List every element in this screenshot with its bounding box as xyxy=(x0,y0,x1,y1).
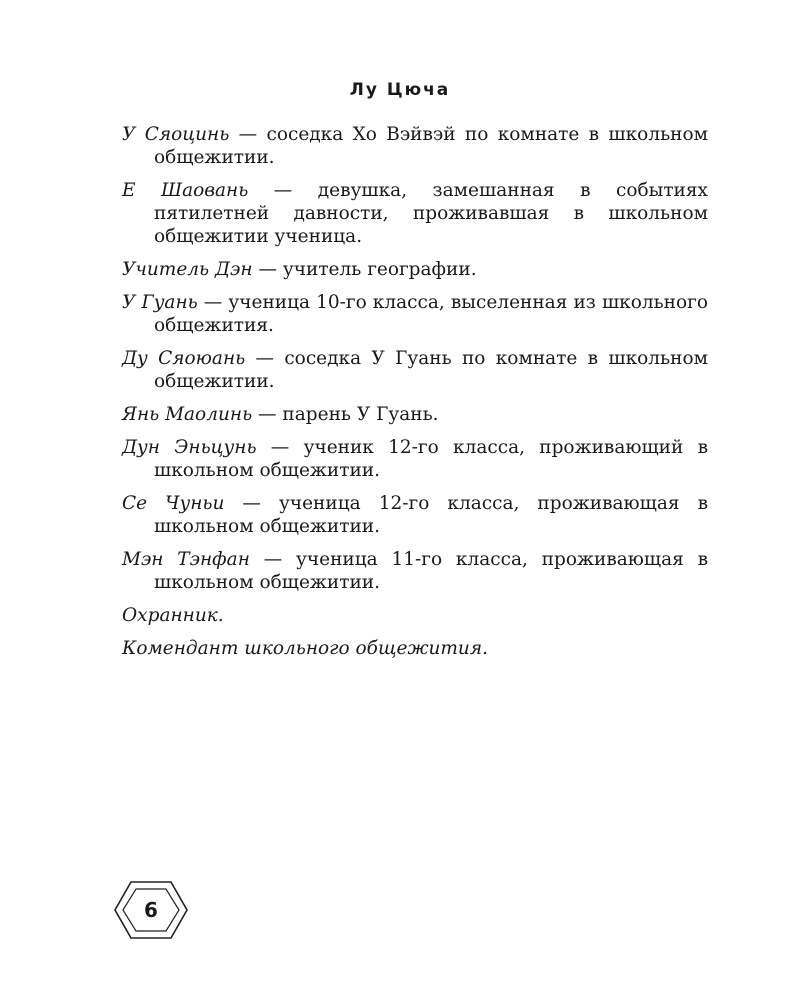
character-description: — ученица 10-го класса, выселенная из школьного общежития. xyxy=(154,292,708,336)
character-entry xyxy=(122,637,708,660)
character-name: Учитель Дэн xyxy=(122,259,253,280)
character-name: У Сяоцинь xyxy=(122,124,230,145)
character-name: У Гуань xyxy=(122,292,198,313)
character-name: Ду Сяоюань xyxy=(122,348,246,369)
character-name: Е Шаовань xyxy=(122,180,249,201)
character-name: Охранник. xyxy=(122,605,224,626)
running-head-author: Лу Цюча xyxy=(349,80,451,100)
character-entry xyxy=(122,258,708,281)
character-name: Янь Маолинь xyxy=(122,404,253,425)
character-name: Дун Эньцунь xyxy=(122,437,257,458)
character-entry xyxy=(122,403,708,426)
character-name: Се Чуньи xyxy=(122,493,225,514)
character-description: — соседка У Гуань по комнате в школьном общежитии. xyxy=(154,348,708,392)
character-name: Мэн Тэнфан xyxy=(122,549,250,570)
character-entry xyxy=(122,492,708,538)
character-entry xyxy=(122,548,708,594)
character-entry xyxy=(122,347,708,393)
character-description: — девушка, замешанная в событиях пятилетней давности, проживавшая в школьном общежитии ученица. xyxy=(154,180,708,247)
character-name: Комендант школьного общежития. xyxy=(122,638,488,659)
character-description: — ученица 12-го класса, проживающая в школьном общежитии. xyxy=(154,493,709,537)
character-list xyxy=(122,123,708,670)
character-entry xyxy=(122,604,708,627)
character-description: — парень У Гуань. xyxy=(252,404,439,425)
character-description: — учитель географии. xyxy=(252,259,477,280)
character-entry xyxy=(122,436,708,482)
page-number: 6 xyxy=(144,898,158,922)
character-entry xyxy=(122,291,708,337)
character-entry xyxy=(122,179,708,248)
character-entry xyxy=(122,123,708,169)
character-description: — соседка Хо Вэйвэй по комнате в школьном общежитии. xyxy=(154,124,709,168)
character-description: — ученик 12-го класса, проживающий в школьном общежитии. xyxy=(154,437,709,481)
character-description: — ученица 11-го класса, проживающая в школьном общежитии. xyxy=(154,549,709,593)
